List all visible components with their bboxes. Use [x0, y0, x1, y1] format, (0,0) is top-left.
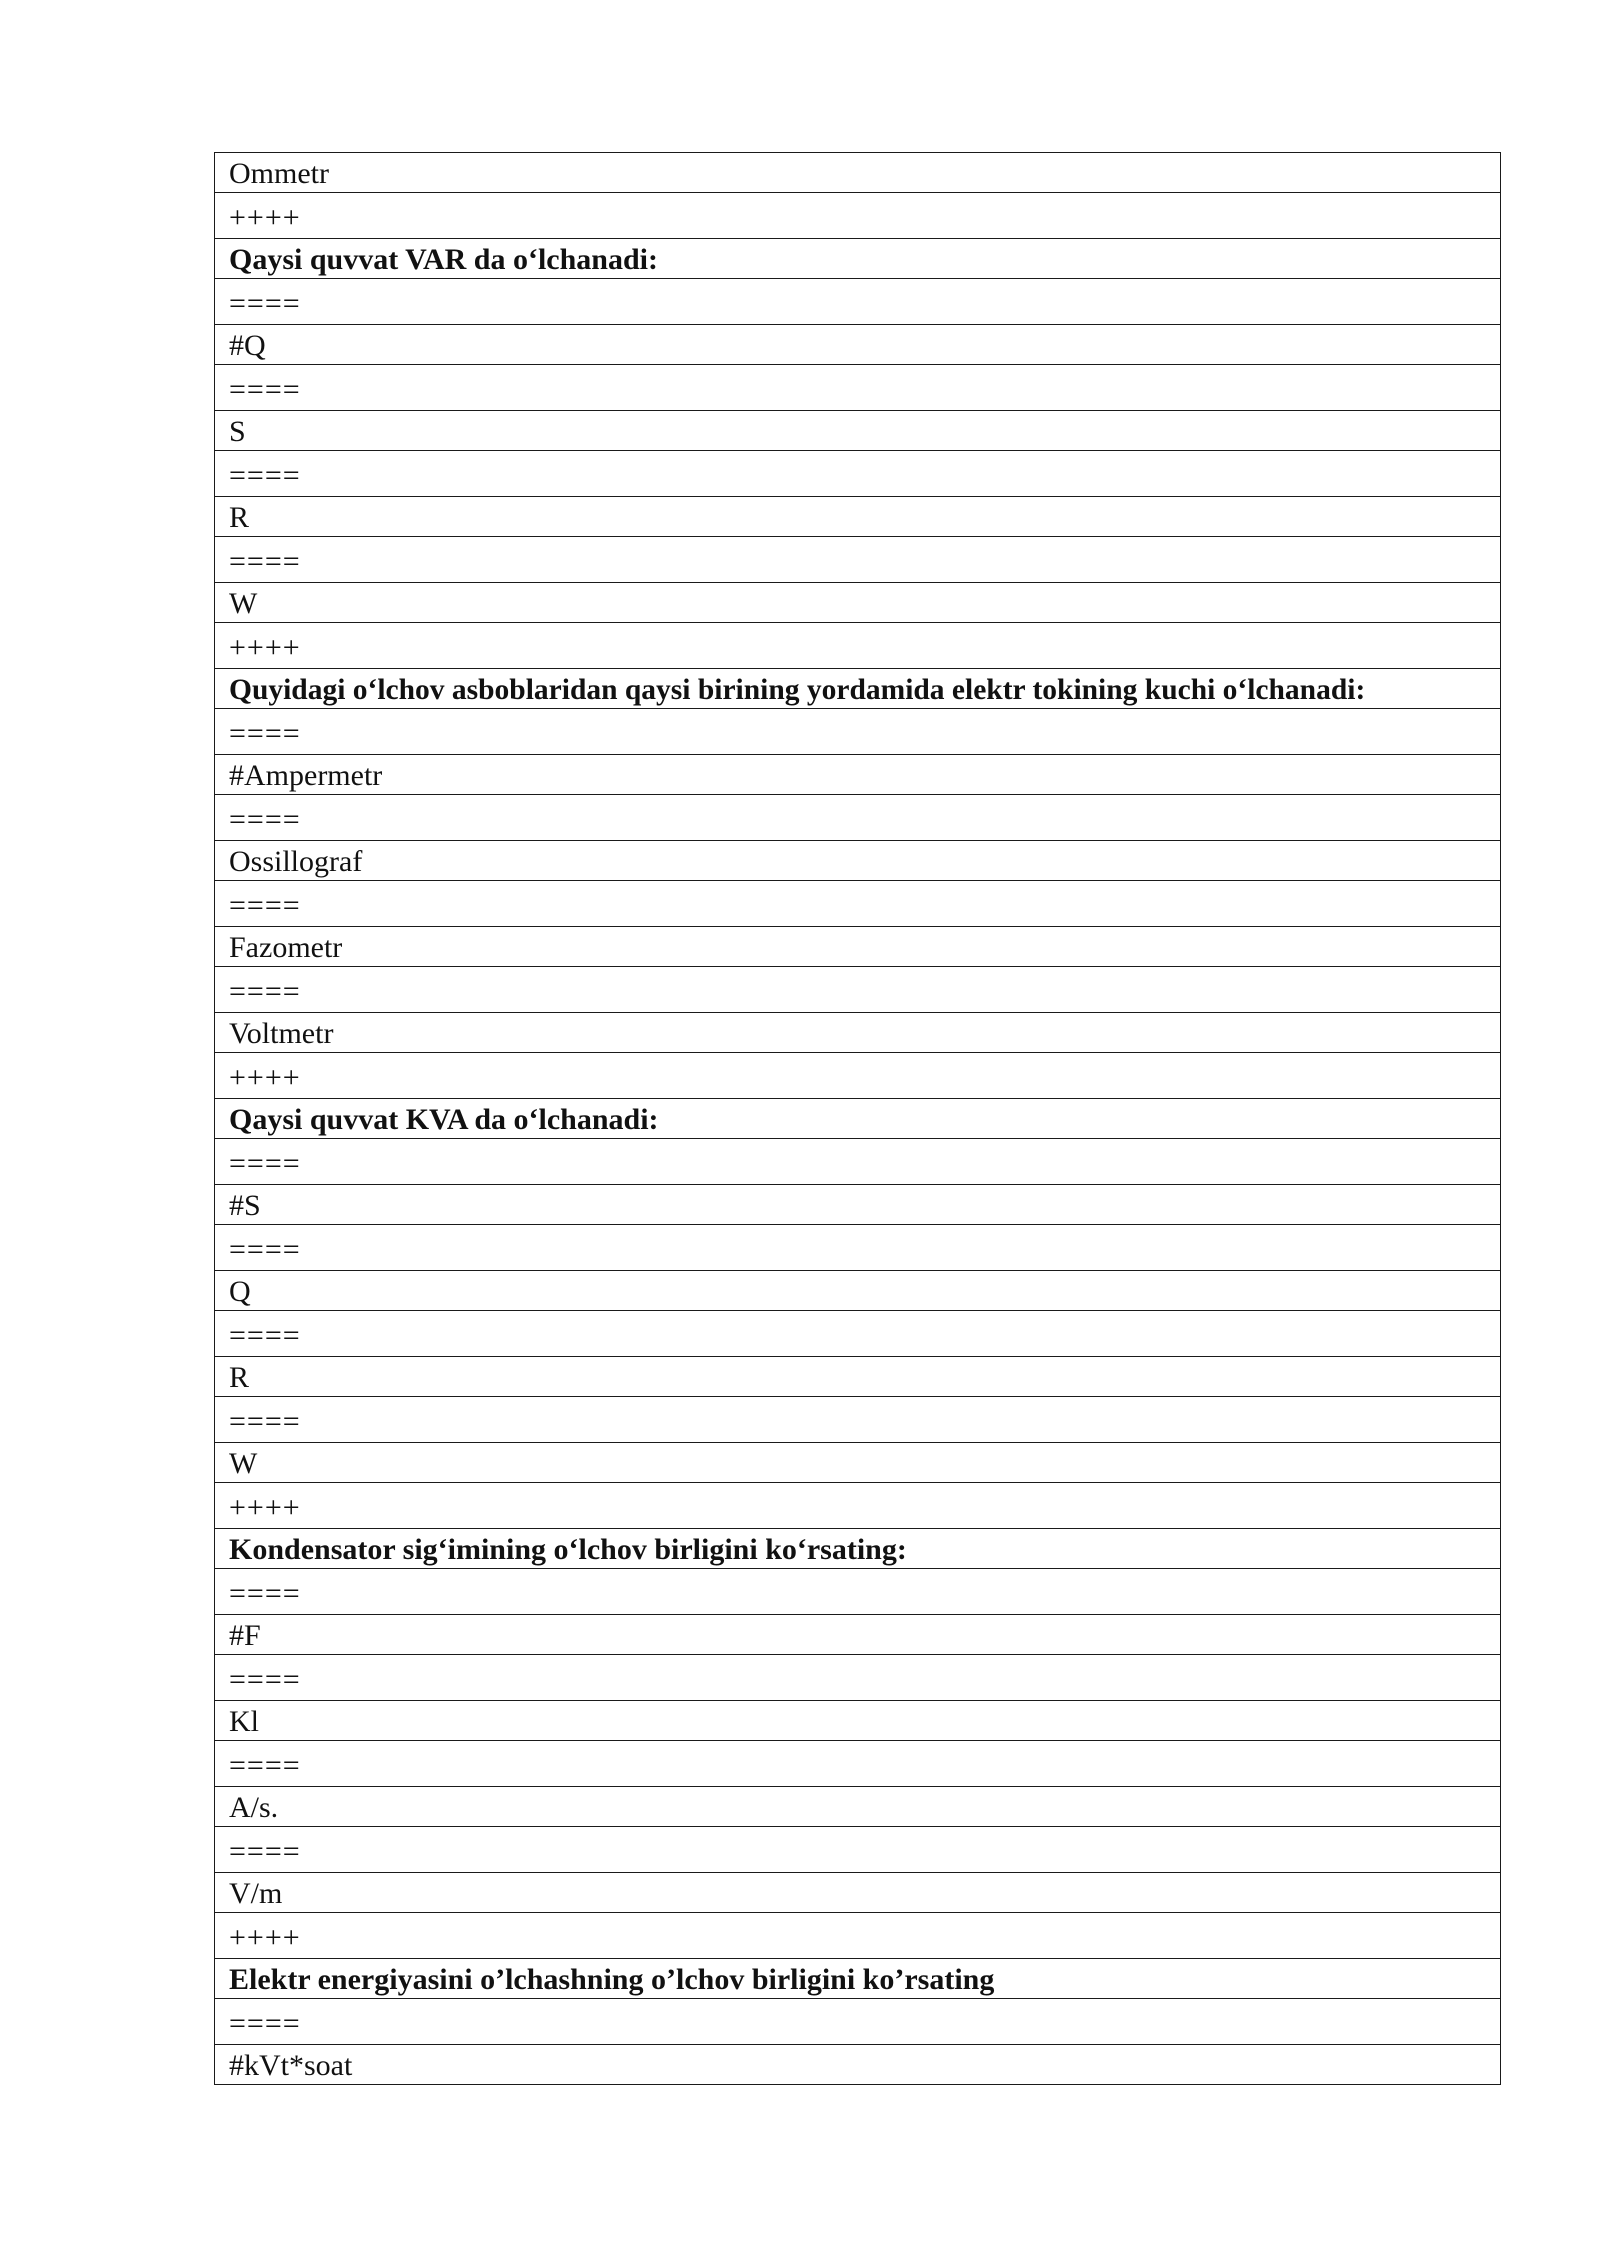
- separator-text: ====: [215, 451, 1501, 497]
- separator-text: ====: [215, 365, 1501, 411]
- separator-text: ++++: [215, 193, 1501, 239]
- answer-option-text: Q: [215, 1271, 1501, 1311]
- separator-row: [215, 795, 1501, 841]
- test-questions-table: [214, 152, 1501, 2085]
- separator-text: ====: [215, 967, 1501, 1013]
- answer-option-row: [215, 1357, 1501, 1397]
- separator-text: ++++: [215, 1053, 1501, 1099]
- question-text: Kondensator sig‘imining o‘lchov birligini ko‘rsating:: [215, 1529, 1501, 1569]
- separator-row: [215, 967, 1501, 1013]
- question-text: Qaysi quvvat KVA da o‘lchanadi:: [215, 1099, 1501, 1139]
- separator-text: ====: [215, 537, 1501, 583]
- answer-option-row: [215, 1701, 1501, 1741]
- separator-text: ====: [215, 1655, 1501, 1701]
- question-row: [215, 1959, 1501, 1999]
- separator-text: ====: [215, 1999, 1501, 2045]
- answer-option-text: R: [215, 1357, 1501, 1397]
- answer-option-text: #F: [215, 1615, 1501, 1655]
- answer-option-text: A/s.: [215, 1787, 1501, 1827]
- answer-option-row: [215, 497, 1501, 537]
- answer-option-text: #Q: [215, 325, 1501, 365]
- separator-text: ++++: [215, 623, 1501, 669]
- separator-text: ====: [215, 881, 1501, 927]
- answer-option-text: Ossillograf: [215, 841, 1501, 881]
- question-text: Qaysi quvvat VAR da o‘lchanadi:: [215, 239, 1501, 279]
- separator-text: ====: [215, 795, 1501, 841]
- answer-option-text: V/m: [215, 1873, 1501, 1913]
- answer-option-text: W: [215, 583, 1501, 623]
- separator-row: [215, 1569, 1501, 1615]
- separator-row: [215, 1999, 1501, 2045]
- separator-text: ++++: [215, 1483, 1501, 1529]
- answer-option-text: Kl: [215, 1701, 1501, 1741]
- answer-option-row: [215, 583, 1501, 623]
- separator-text: ====: [215, 1139, 1501, 1185]
- table-body: [215, 153, 1501, 2085]
- separator-text: ====: [215, 1225, 1501, 1271]
- answer-option-row: [215, 1615, 1501, 1655]
- answer-option-text: #S: [215, 1185, 1501, 1225]
- answer-option-row: [215, 2045, 1501, 2085]
- separator-row: [215, 1483, 1501, 1529]
- separator-row: [215, 365, 1501, 411]
- separator-row: [215, 1827, 1501, 1873]
- answer-option-row: [215, 755, 1501, 795]
- question-text: Elektr energiyasini o’lchashning o’lchov birligini ko’rsating: [215, 1959, 1501, 1999]
- question-text: Quyidagi o‘lchov asboblaridan qaysi birining yordamida elektr tokining kuchi o‘lchanadi:: [215, 669, 1501, 709]
- answer-option-row: [215, 1787, 1501, 1827]
- question-row: [215, 669, 1501, 709]
- separator-row: [215, 881, 1501, 927]
- separator-text: ====: [215, 1569, 1501, 1615]
- separator-row: [215, 1913, 1501, 1959]
- answer-option-row: [215, 1185, 1501, 1225]
- separator-text: ====: [215, 1827, 1501, 1873]
- question-row: [215, 239, 1501, 279]
- answer-option-row: [215, 411, 1501, 451]
- separator-text: ====: [215, 1311, 1501, 1357]
- separator-text: ====: [215, 1741, 1501, 1787]
- separator-text: ++++: [215, 1913, 1501, 1959]
- answer-option-text: Ommetr: [215, 153, 1501, 193]
- separator-row: [215, 537, 1501, 583]
- separator-text: ====: [215, 709, 1501, 755]
- answer-option-row: [215, 325, 1501, 365]
- separator-row: [215, 1139, 1501, 1185]
- separator-row: [215, 1397, 1501, 1443]
- answer-option-row: [215, 927, 1501, 967]
- separator-row: [215, 279, 1501, 325]
- answer-option-row: [215, 153, 1501, 193]
- separator-row: [215, 1311, 1501, 1357]
- answer-option-row: [215, 1271, 1501, 1311]
- separator-row: [215, 451, 1501, 497]
- separator-text: ====: [215, 1397, 1501, 1443]
- answer-option-text: R: [215, 497, 1501, 537]
- separator-row: [215, 623, 1501, 669]
- answer-option-row: [215, 1873, 1501, 1913]
- separator-row: [215, 193, 1501, 239]
- separator-row: [215, 1053, 1501, 1099]
- answer-option-text: W: [215, 1443, 1501, 1483]
- answer-option-row: [215, 1013, 1501, 1053]
- question-row: [215, 1099, 1501, 1139]
- separator-row: [215, 1741, 1501, 1787]
- answer-option-row: [215, 1443, 1501, 1483]
- question-row: [215, 1529, 1501, 1569]
- separator-row: [215, 1655, 1501, 1701]
- answer-option-text: Voltmetr: [215, 1013, 1501, 1053]
- answer-option-text: Fazometr: [215, 927, 1501, 967]
- answer-option-text: #kVt*soat: [215, 2045, 1501, 2085]
- separator-text: ====: [215, 279, 1501, 325]
- answer-option-row: [215, 841, 1501, 881]
- separator-row: [215, 709, 1501, 755]
- answer-option-text: #Ampermetr: [215, 755, 1501, 795]
- separator-row: [215, 1225, 1501, 1271]
- answer-option-text: S: [215, 411, 1501, 451]
